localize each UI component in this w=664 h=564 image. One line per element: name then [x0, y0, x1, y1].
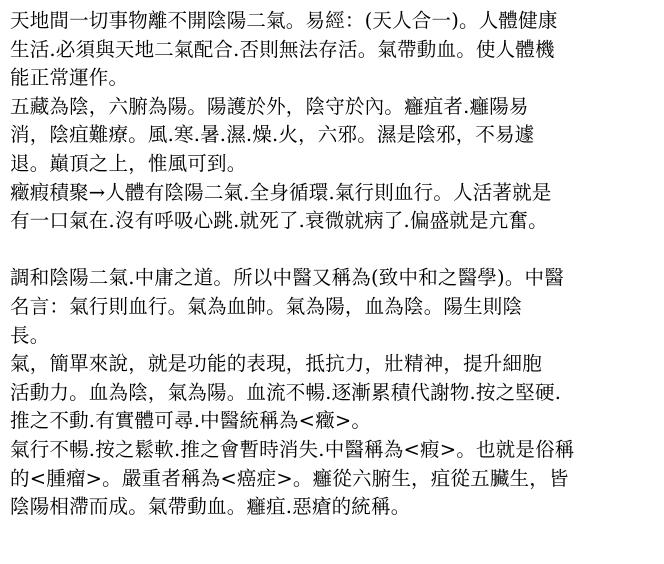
paragraph-harmony	[10, 264, 658, 350]
paragraph-spacer	[10, 236, 658, 265]
text-line: 消，陰疽難療。風.寒.暑.濕.燥.火，六邪。濕是陰邪，不易遽	[10, 123, 535, 147]
document-body	[10, 7, 658, 522]
text-line: 活動力。血為陰，氣為陽。血流不暢.逐漸累積代謝物.按之堅硬.	[10, 380, 562, 404]
text-line: 生活.必須與天地二氣配合.否則無法存活。氣帶動血。使人體機	[10, 37, 555, 61]
text-line: 退。巔頂之上，惟風可到。	[10, 151, 247, 175]
text-line: 推之不動.有實體可尋.中醫統稱為<癥>。	[10, 409, 372, 433]
text-line: 氣，簡單來說，就是功能的表現，抵抗力，壯精神，提升細胞	[10, 352, 542, 376]
text-line: 有一口氣在.沒有呼吸心跳.就死了.衰微就病了.偏盛就是亢奮。	[10, 209, 548, 233]
text-line: 名言：氣行則血行。氣為血帥。氣為陽，血為陰。陽生則陰	[10, 294, 523, 318]
paragraph-yin-yang-intro	[10, 7, 658, 93]
text-line: 陰陽相滯而成。氣帶動血。癰疽.惡瘡的統稱。	[10, 495, 411, 519]
text-line: 調和陰陽二氣.中庸之道。所以中醫又稱為(致中和之醫學)。中醫	[10, 266, 564, 290]
text-line: 氣行不暢.按之鬆軟.推之會暫時消失.中醫稱為<瘕>。也就是俗稱	[10, 437, 575, 461]
text-line: 長。	[10, 323, 50, 347]
text-line: 的<腫瘤>。嚴重者稱為<癌症>。癰從六腑生，疽從五臟生，皆	[10, 466, 569, 490]
text-line: 能正常運作。	[10, 66, 129, 90]
paragraph-qi-circulation	[10, 179, 658, 236]
paragraph-tumor-terms	[10, 436, 658, 522]
text-line: 癥瘕積聚→人體有陰陽二氣.全身循環.氣行則血行。人活著就是	[10, 180, 552, 204]
paragraph-organs-six-evils	[10, 93, 658, 179]
text-line: 五藏為陰，六腑為陽。陽護於外，陰守於內。癰疽者.癰陽易	[10, 94, 529, 118]
text-line: 天地間一切事物離不開陰陽二氣。易經：(天人合一)。人體健康	[10, 9, 558, 32]
paragraph-qi-definition	[10, 350, 658, 436]
